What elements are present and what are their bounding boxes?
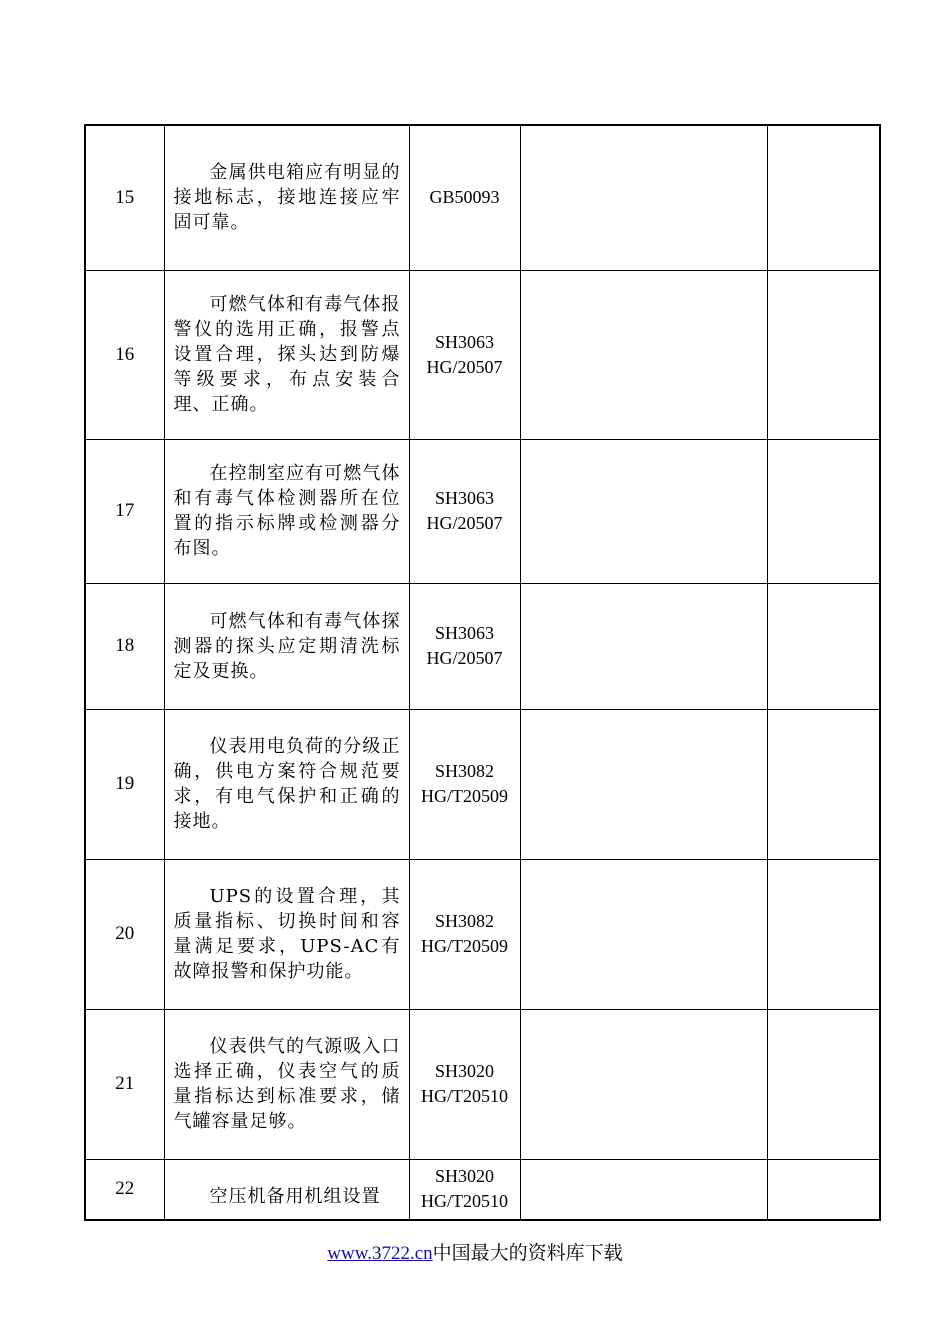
row-number: 22 xyxy=(85,1159,164,1220)
standard-code: SH3063 xyxy=(434,488,494,508)
check-item-cell xyxy=(164,439,409,583)
check-item-cell xyxy=(164,270,409,439)
standard-cell xyxy=(409,1159,520,1220)
remark-cell xyxy=(767,709,880,859)
standard-cell xyxy=(409,1009,520,1159)
remark-cell xyxy=(767,439,880,583)
standard-code-2: HG/T20509 xyxy=(421,936,508,956)
remark-cell xyxy=(767,125,880,270)
check-item-text: 可燃气体和有毒气体探测器的探头应定期清洗标定及更换。 xyxy=(173,610,401,682)
check-item-text: 仪表供气的气源吸入口选择正确，仪表空气的质量指标达到标准要求，储气罐容量足够。 xyxy=(173,1036,401,1132)
standard-code-2: HG/T20510 xyxy=(421,1191,508,1212)
check-item-cell xyxy=(164,583,409,709)
standard-code: SH3082 xyxy=(434,911,494,931)
result-cell xyxy=(520,125,767,270)
standard-code: SH3020 xyxy=(434,1166,494,1187)
check-item-text: 仪表用电负荷的分级正确，供电方案符合规范要求，有电气保护和正确的接地。 xyxy=(173,736,401,832)
standard-code: SH3020 xyxy=(434,1061,494,1081)
check-item-text: 空压机备用机组设置 xyxy=(209,1185,381,1207)
table-row xyxy=(85,1009,880,1159)
row-number: 17 xyxy=(85,439,164,583)
table-row xyxy=(85,439,880,583)
checklist-table xyxy=(84,124,881,1221)
standard-code: GB50093 xyxy=(429,187,500,208)
table-row xyxy=(85,859,880,1009)
row-number: 19 xyxy=(85,709,164,859)
remark-cell xyxy=(767,1009,880,1159)
table-row xyxy=(85,1159,880,1220)
standard-code-2: HG/T20510 xyxy=(421,1086,508,1106)
table-row xyxy=(85,125,880,270)
result-cell xyxy=(520,859,767,1009)
standard-cell xyxy=(409,859,520,1009)
standard-cell xyxy=(409,439,520,583)
standard-code: SH3063 xyxy=(434,623,494,643)
check-item-cell xyxy=(164,1159,409,1220)
table-row xyxy=(85,583,880,709)
row-number: 20 xyxy=(85,859,164,1009)
standard-code: SH3082 xyxy=(434,761,494,781)
result-cell xyxy=(520,439,767,583)
standard-code-2: HG/20507 xyxy=(426,513,503,533)
remark-cell xyxy=(767,859,880,1009)
row-number: 21 xyxy=(85,1009,164,1159)
row-number: 18 xyxy=(85,583,164,709)
result-cell xyxy=(520,709,767,859)
site-link[interactable]: www.3722.cn xyxy=(327,1243,433,1264)
page-footer xyxy=(0,1238,950,1265)
result-cell xyxy=(520,583,767,709)
checklist-sheet xyxy=(84,124,879,1221)
check-item-cell xyxy=(164,125,409,270)
table-row xyxy=(85,709,880,859)
check-item-cell xyxy=(164,1009,409,1159)
standard-code-2: HG/T20509 xyxy=(421,786,508,806)
remark-cell xyxy=(767,1159,880,1220)
remark-cell xyxy=(767,270,880,439)
result-cell xyxy=(520,1159,767,1220)
check-item-text: 可燃气体和有毒气体报警仪的选用正确，报警点设置合理，探头达到防爆等级要求，布点安装合理、正确。 xyxy=(173,294,401,415)
standard-code-2: HG/20507 xyxy=(426,648,503,668)
row-number: 16 xyxy=(85,270,164,439)
standard-cell xyxy=(409,270,520,439)
check-item-cell xyxy=(164,709,409,859)
check-item-text: 金属供电箱应有明显的接地标志，接地连接应牢固可靠。 xyxy=(173,162,401,234)
row-number: 15 xyxy=(85,125,164,270)
remark-cell xyxy=(767,583,880,709)
result-cell xyxy=(520,1009,767,1159)
standard-cell xyxy=(409,709,520,859)
check-item-text: UPS的设置合理，其质量指标、切换时间和容量满足要求，UPS-AC有故障报警和保护功能。 xyxy=(173,886,401,982)
standard-code: SH3063 xyxy=(434,331,494,352)
check-item-text: 在控制室应有可燃气体和有毒气体检测器所在位置的指示标牌或检测器分布图。 xyxy=(173,463,401,559)
result-cell xyxy=(520,270,767,439)
standard-cell xyxy=(409,125,520,270)
standard-cell xyxy=(409,583,520,709)
footer-tagline: 中国最大的资料库下载 xyxy=(432,1242,623,1264)
check-item-cell xyxy=(164,859,409,1009)
table-row xyxy=(85,270,880,439)
standard-code-2: HG/20507 xyxy=(426,356,503,377)
